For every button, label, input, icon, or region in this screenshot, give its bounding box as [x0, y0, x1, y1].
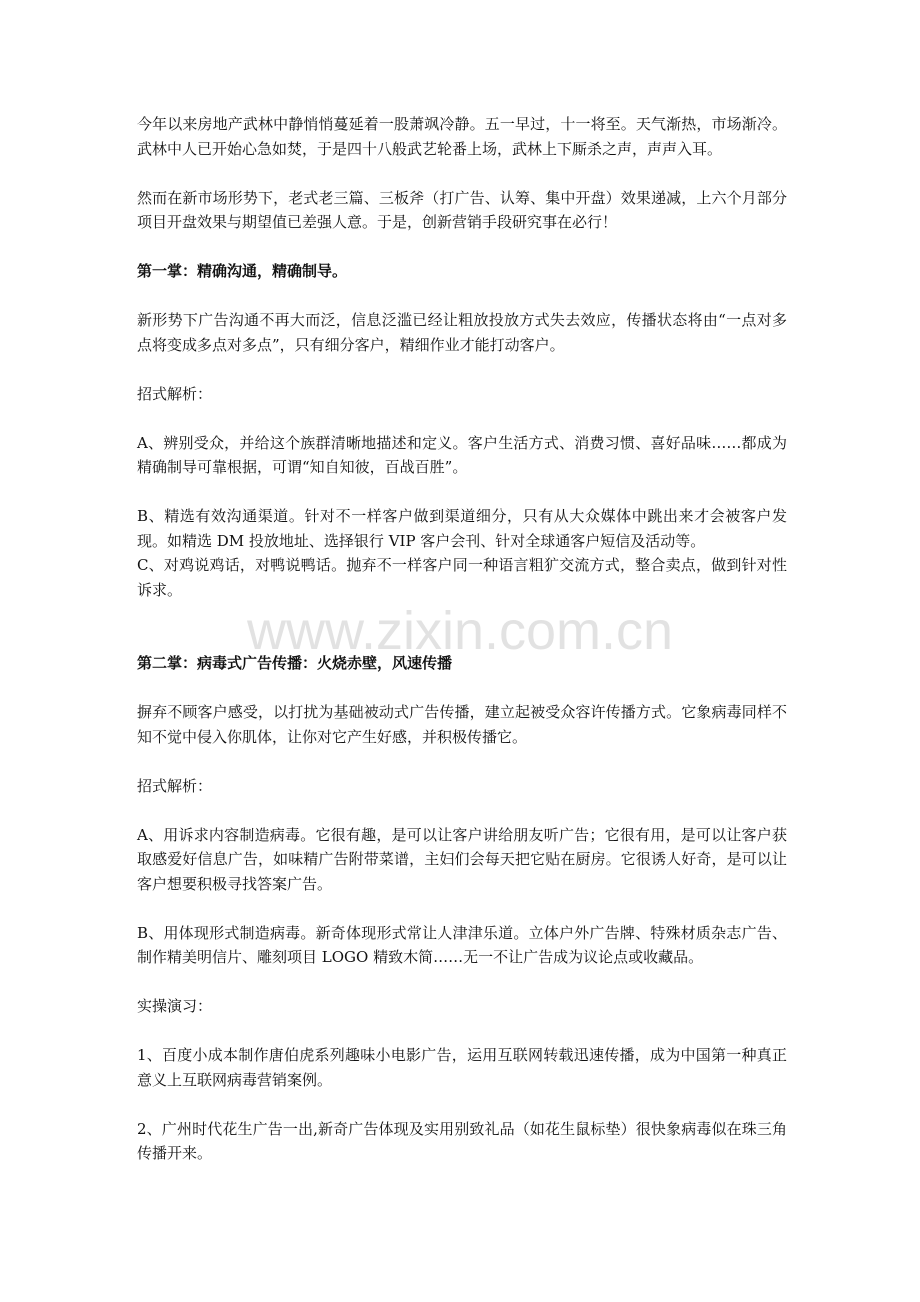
paragraph-practice-label: 实操演习： [137, 997, 213, 1015]
watermark-text: www.zixin.com.cn [246, 601, 674, 661]
paragraph-analysis-label-1: 招式解析： [137, 384, 213, 403]
section-heading-1: 第一掌：精确沟通，精确制导。 [137, 262, 348, 280]
paragraph-section1-c: C、对鸡说鸡话，对鸭说鸭话。抛弃不一样客户同一种语言粗犷交流方式，整合卖点，做到针对性诉求。 [137, 556, 787, 599]
paragraph-analysis-label-2: 招式解析： [137, 776, 213, 795]
paragraph-market-situation: 然而在新市场形势下，老式老三篇、三板斧（打广告、认筹、集中开盘）效果递减，上六个月部分项目开盘效果与期望值已差强人意。于是，创新营销手段研究事在必行！ [137, 188, 787, 231]
paragraph-section2-a: A、用诉求内容制造病毒。它很有趣，是可以让客户讲给朋友听广告；它很有用，是可以让客户获取感爱好信息广告，如味精广告附带菜谱，主妇们会每天把它贴在厨房。它很诱人好奇，是可以让客户想要积极寻找答案广告。 [137, 825, 787, 893]
section-heading-2: 第二掌：病毒式广告传播：火烧赤壁，风速传播 [137, 654, 453, 672]
paragraph-practice-2: 2、广州时代花生广告一出,新奇广告体现及实用别致礼品（如花生鼠标垫）很快象病毒似在珠三角传播开来。 [137, 1119, 787, 1162]
paragraph-practice-1: 1、百度小成本制作唐伯虎系列趣味小电影广告，运用互联网转载迅速传播，成为中国第一种真正意义上互联网病毒营销案例。 [137, 1046, 787, 1089]
document-body [137, 112, 787, 1190]
paragraph-section1-intro: 新形势下广告沟通不再大而泛，信息泛滥已经让粗放投放方式失去效应，传播状态将由“一点对多点将变成多点对多点”，只有细分客户，精细作业才能打动客户。 [137, 311, 787, 354]
paragraph-intro: 今年以来房地产武林中静悄悄蔓延着一股萧飒冷静。五一早过，十一将至。天气渐热，市场渐冷。武林中人已开始心急如焚，于是四十八般武艺轮番上场，武林上下厮杀之声，声声入耳。 [137, 115, 787, 158]
paragraph-section2-intro: 摒弃不顾客户感受，以打扰为基础被动式广告传播，建立起被受众容许传播方式。它象病毒同样不知不觉中侵入你肌体，让你对它产生好感，并积极传播它。 [137, 703, 787, 746]
paragraph-section2-b: B、用体现形式制造病毒。新奇体现形式常让人津津乐道。立体户外广告牌、特殊材质杂志广告、制作精美明信片、雕刻项目 LOGO 精致木简……无一不让广告成为议论点或收藏品。 [137, 923, 787, 966]
paragraph-section1-b: B、精选有效沟通渠道。针对不一样客户做到渠道细分，只有从大众媒体中跳出来才会被客户发现。如精选 DM 投放地址、选择银行 VIP 客户会刊、针对全球通客户短信及活动等。 [137, 507, 787, 550]
paragraph-section1-a: A、辨别受众，并给这个族群清晰地描述和定义。客户生活方式、消费习惯、喜好品味……都成为精确制导可靠根据，可谓“知自知彼，百战百胜”。 [137, 433, 787, 476]
